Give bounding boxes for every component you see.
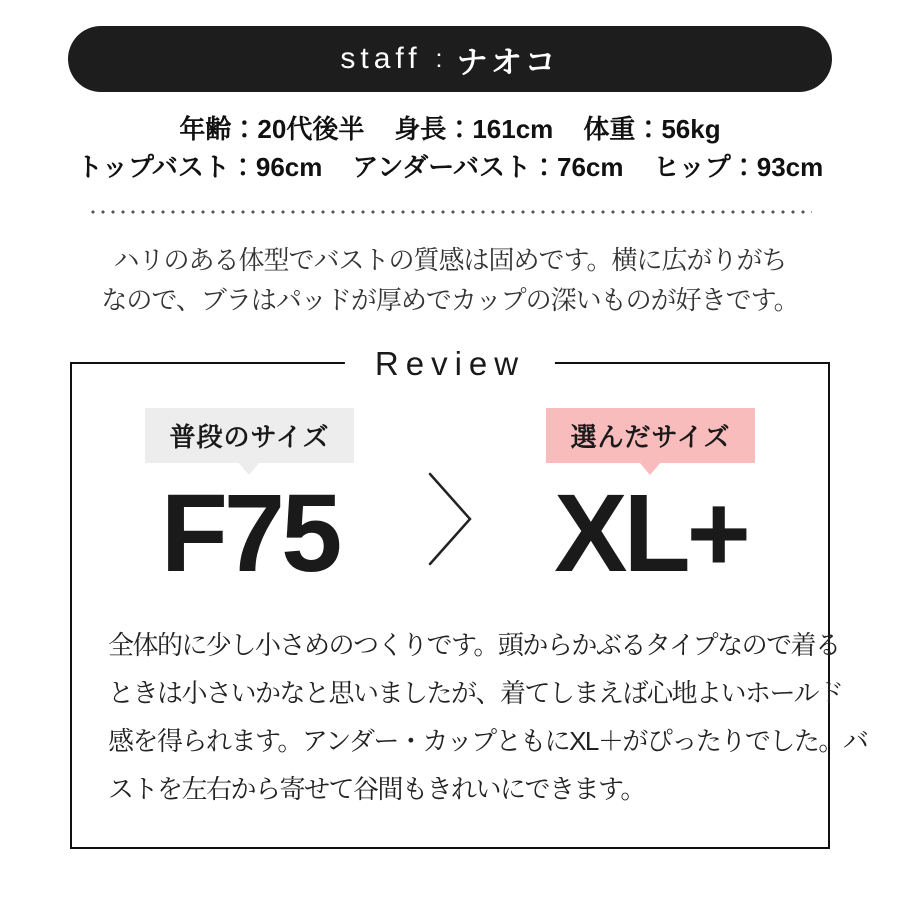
stat-height: 身長：161cm <box>394 114 554 144</box>
staff-name: ナオコ <box>456 44 560 80</box>
review-comment-line: 感を得られます。アンダー・カップともにXL＋がぴったりでした。バ <box>108 726 868 756</box>
staff-label: staff <box>340 42 422 75</box>
size-change-arrow <box>427 471 473 567</box>
stat-age: 年齢：20代後半 <box>179 114 365 144</box>
review-comment-line: ときは小さいかなと思いましたが、着てしまえば心地よいホールド <box>108 678 843 708</box>
stat-weight: 体重：56kg <box>583 114 721 144</box>
chosen-size-column <box>473 408 828 595</box>
size-comparison <box>72 408 828 595</box>
review-heading: Review <box>345 343 555 385</box>
stat-hip: ヒップ：93cm <box>653 152 824 182</box>
usual-size-label: 普段のサイズ <box>145 408 355 463</box>
profile-row-basic <box>0 110 900 148</box>
description-line: ハリのある体型でバストの質感は固めです。横に広がりがち <box>113 245 787 275</box>
review-comment-line: ストを左右から寄せて谷間もきれいにできます。 <box>108 774 645 804</box>
chosen-size-value: XL+ <box>554 472 747 595</box>
staff-separator: : <box>435 44 443 73</box>
chosen-size-label: 選んだサイズ <box>546 408 756 463</box>
review-box <box>70 345 868 849</box>
profile-stats <box>0 110 900 186</box>
stat-under-bust: アンダーバスト：76cm <box>352 152 624 182</box>
description-line: なので、ブラはパッドが厚めでカップの深いものが好きです。 <box>101 285 799 315</box>
stat-top-bust: トップバスト：96cm <box>76 152 323 182</box>
usual-size-column <box>72 408 427 595</box>
dotted-divider <box>88 210 812 214</box>
chevron-right-icon <box>427 471 473 567</box>
profile-row-bust <box>0 148 900 186</box>
review-comment <box>108 621 868 813</box>
staff-banner <box>68 26 832 92</box>
usual-size-value: F75 <box>160 472 339 595</box>
body-type-description <box>0 240 900 320</box>
review-comment-line: 全体的に少し小さめのつくりです。頭からかぶるタイプなので着る <box>108 630 840 660</box>
